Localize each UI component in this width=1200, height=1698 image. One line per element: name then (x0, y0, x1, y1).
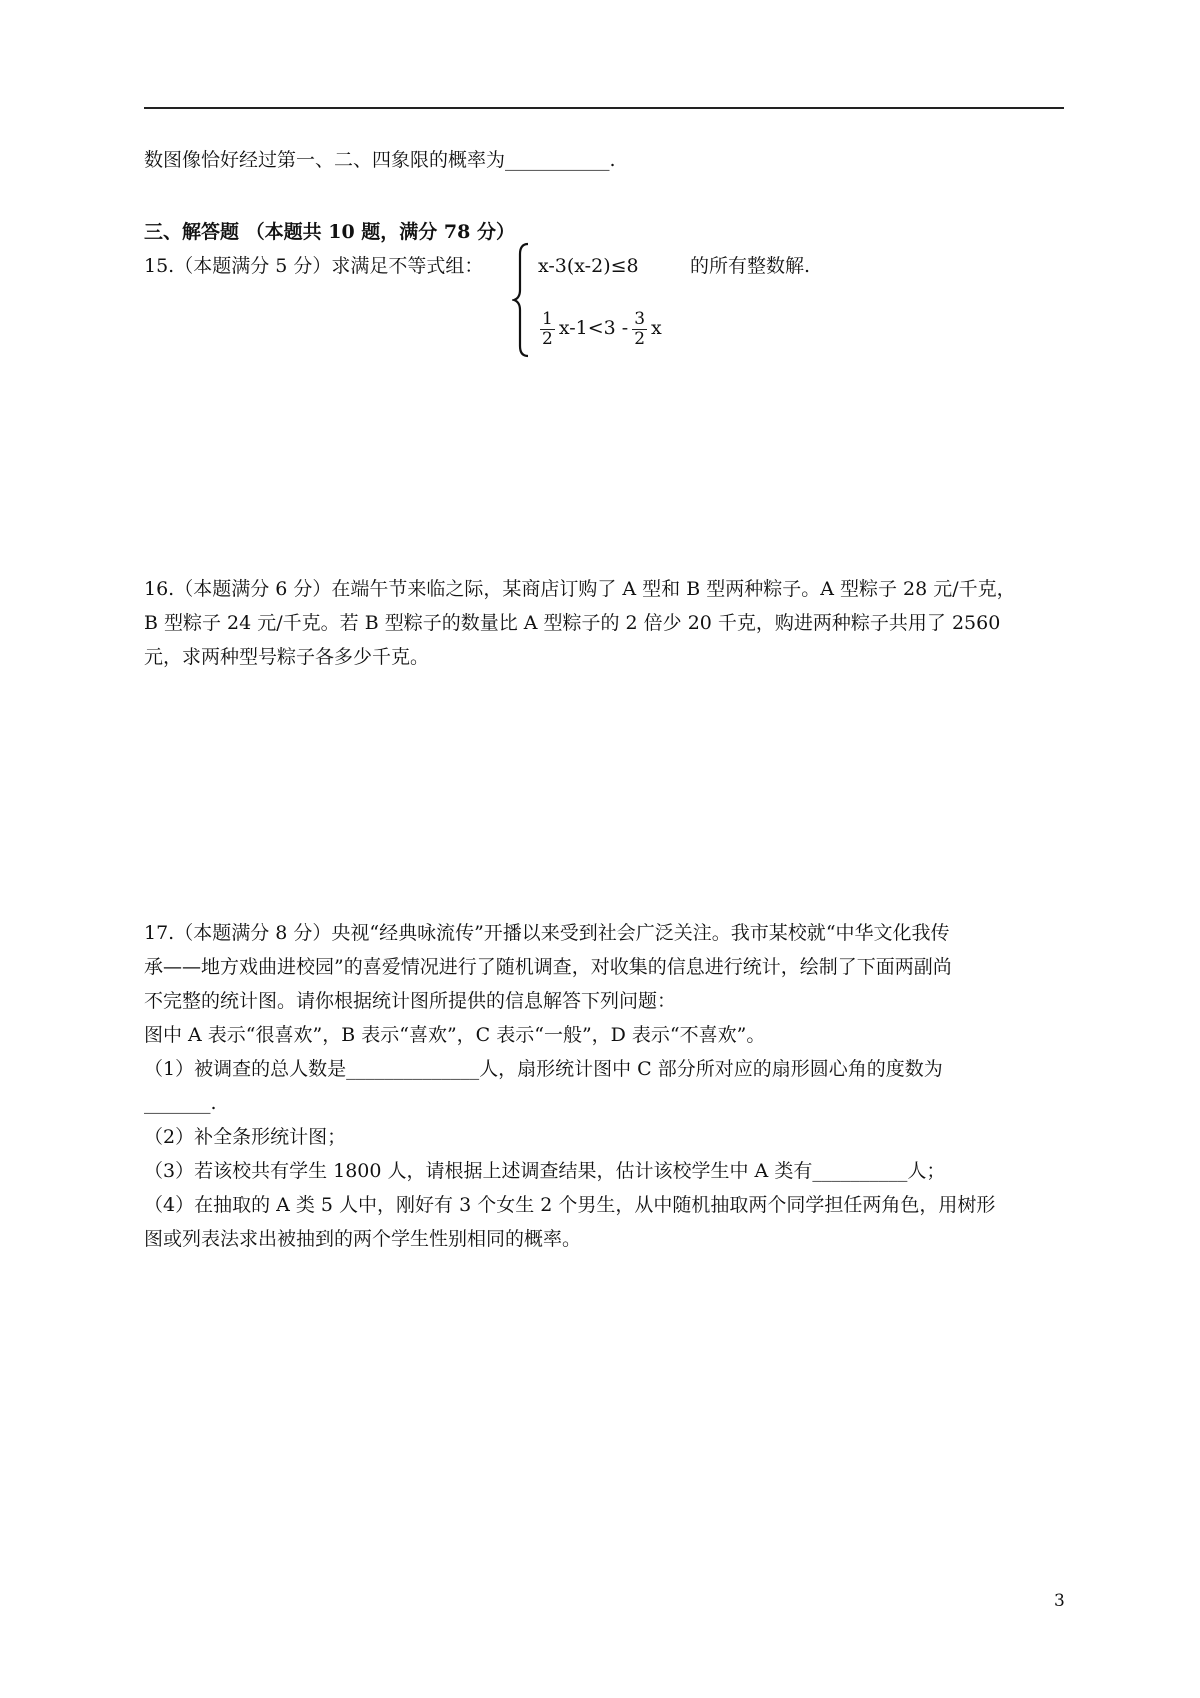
q17-line: 不完整的统计图。请你根据统计图所提供的信息解答下列问题： (144, 990, 677, 1012)
fraction-numerator: 3 (634, 308, 646, 329)
q16-line: 元，求两种型号粽子各多少千克。 (144, 646, 430, 668)
fraction-denominator: 2 (542, 328, 553, 349)
q17-part-1-blank: _______. (144, 1092, 217, 1114)
q17-part-4-cont: 图或列表法求出被抽到的两个学生性别相同的概率。 (144, 1228, 582, 1250)
fraction-one-half (540, 310, 555, 349)
q15-inequality-1: x-3(x-2)≤8 (538, 255, 639, 277)
q16-line: 16.（本题满分 6 分）在端午节来临之际，某商店订购了 A 型和 B 型两种粽子。A 型粽子 28 元/千克， (144, 578, 1016, 600)
q17-part-2: （2）补全条形统计图； (144, 1126, 347, 1148)
q16-line: B 型粽子 24 元/千克。若 B 型粽子的数量比 A 型粽子的 2 倍少 20 千克，购进两种粽子共用了 2560 (144, 612, 1001, 634)
q17-block (144, 916, 995, 1256)
continuation-line: 数图像恰好经过第一、二、四象限的概率为___________. (144, 149, 616, 171)
q17-part-1: （1）被调查的总人数是______________人，扇形统计图中 C 部分所对应的扇形圆心角的度数为 (144, 1058, 943, 1080)
inequality-brace (512, 240, 532, 360)
q16-block (144, 572, 1016, 674)
fraction-three-halves (632, 310, 647, 349)
inequality-end: x (651, 317, 662, 339)
q17-part-4: （4）在抽取的 A 类 5 人中，刚好有 3 个女生 2 个男生，从中随机抽取两个同学担任两角色，用树形 (144, 1194, 996, 1216)
section-heading: 三、解答题 （本题共 10 题，满分 78 分） (144, 221, 515, 243)
page-number: 3 (1054, 1591, 1065, 1611)
q15-inequality-2 (536, 308, 662, 349)
q17-part-3: （3）若该校共有学生 1800 人，请根据上述调查结果，估计该校学生中 A 类有__________人； (144, 1160, 946, 1182)
inequality-middle: x-1<3 - (558, 317, 629, 339)
q17-line: 承——地方戏曲进校园”的喜爱情况进行了随机调查，对收集的信息进行统计，绘制了下面两副尚 (144, 956, 952, 978)
q17-line: 图中 A 表示“很喜欢”，B 表示“喜欢”，C 表示“一般”，D 表示“不喜欢”。 (144, 1024, 766, 1046)
q17-line: 17.（本题满分 8 分）央视“经典咏流传”开播以来受到社会广泛关注。我市某校就“中华文化我传 (144, 922, 950, 944)
fraction-denominator: 2 (634, 328, 646, 349)
q15-intro: 15.（本题满分 5 分）求满足不等式组： (144, 255, 484, 277)
header-rule (144, 107, 1064, 109)
fraction-numerator: 1 (542, 308, 553, 329)
q15-suffix: 的所有整数解. (690, 255, 811, 277)
